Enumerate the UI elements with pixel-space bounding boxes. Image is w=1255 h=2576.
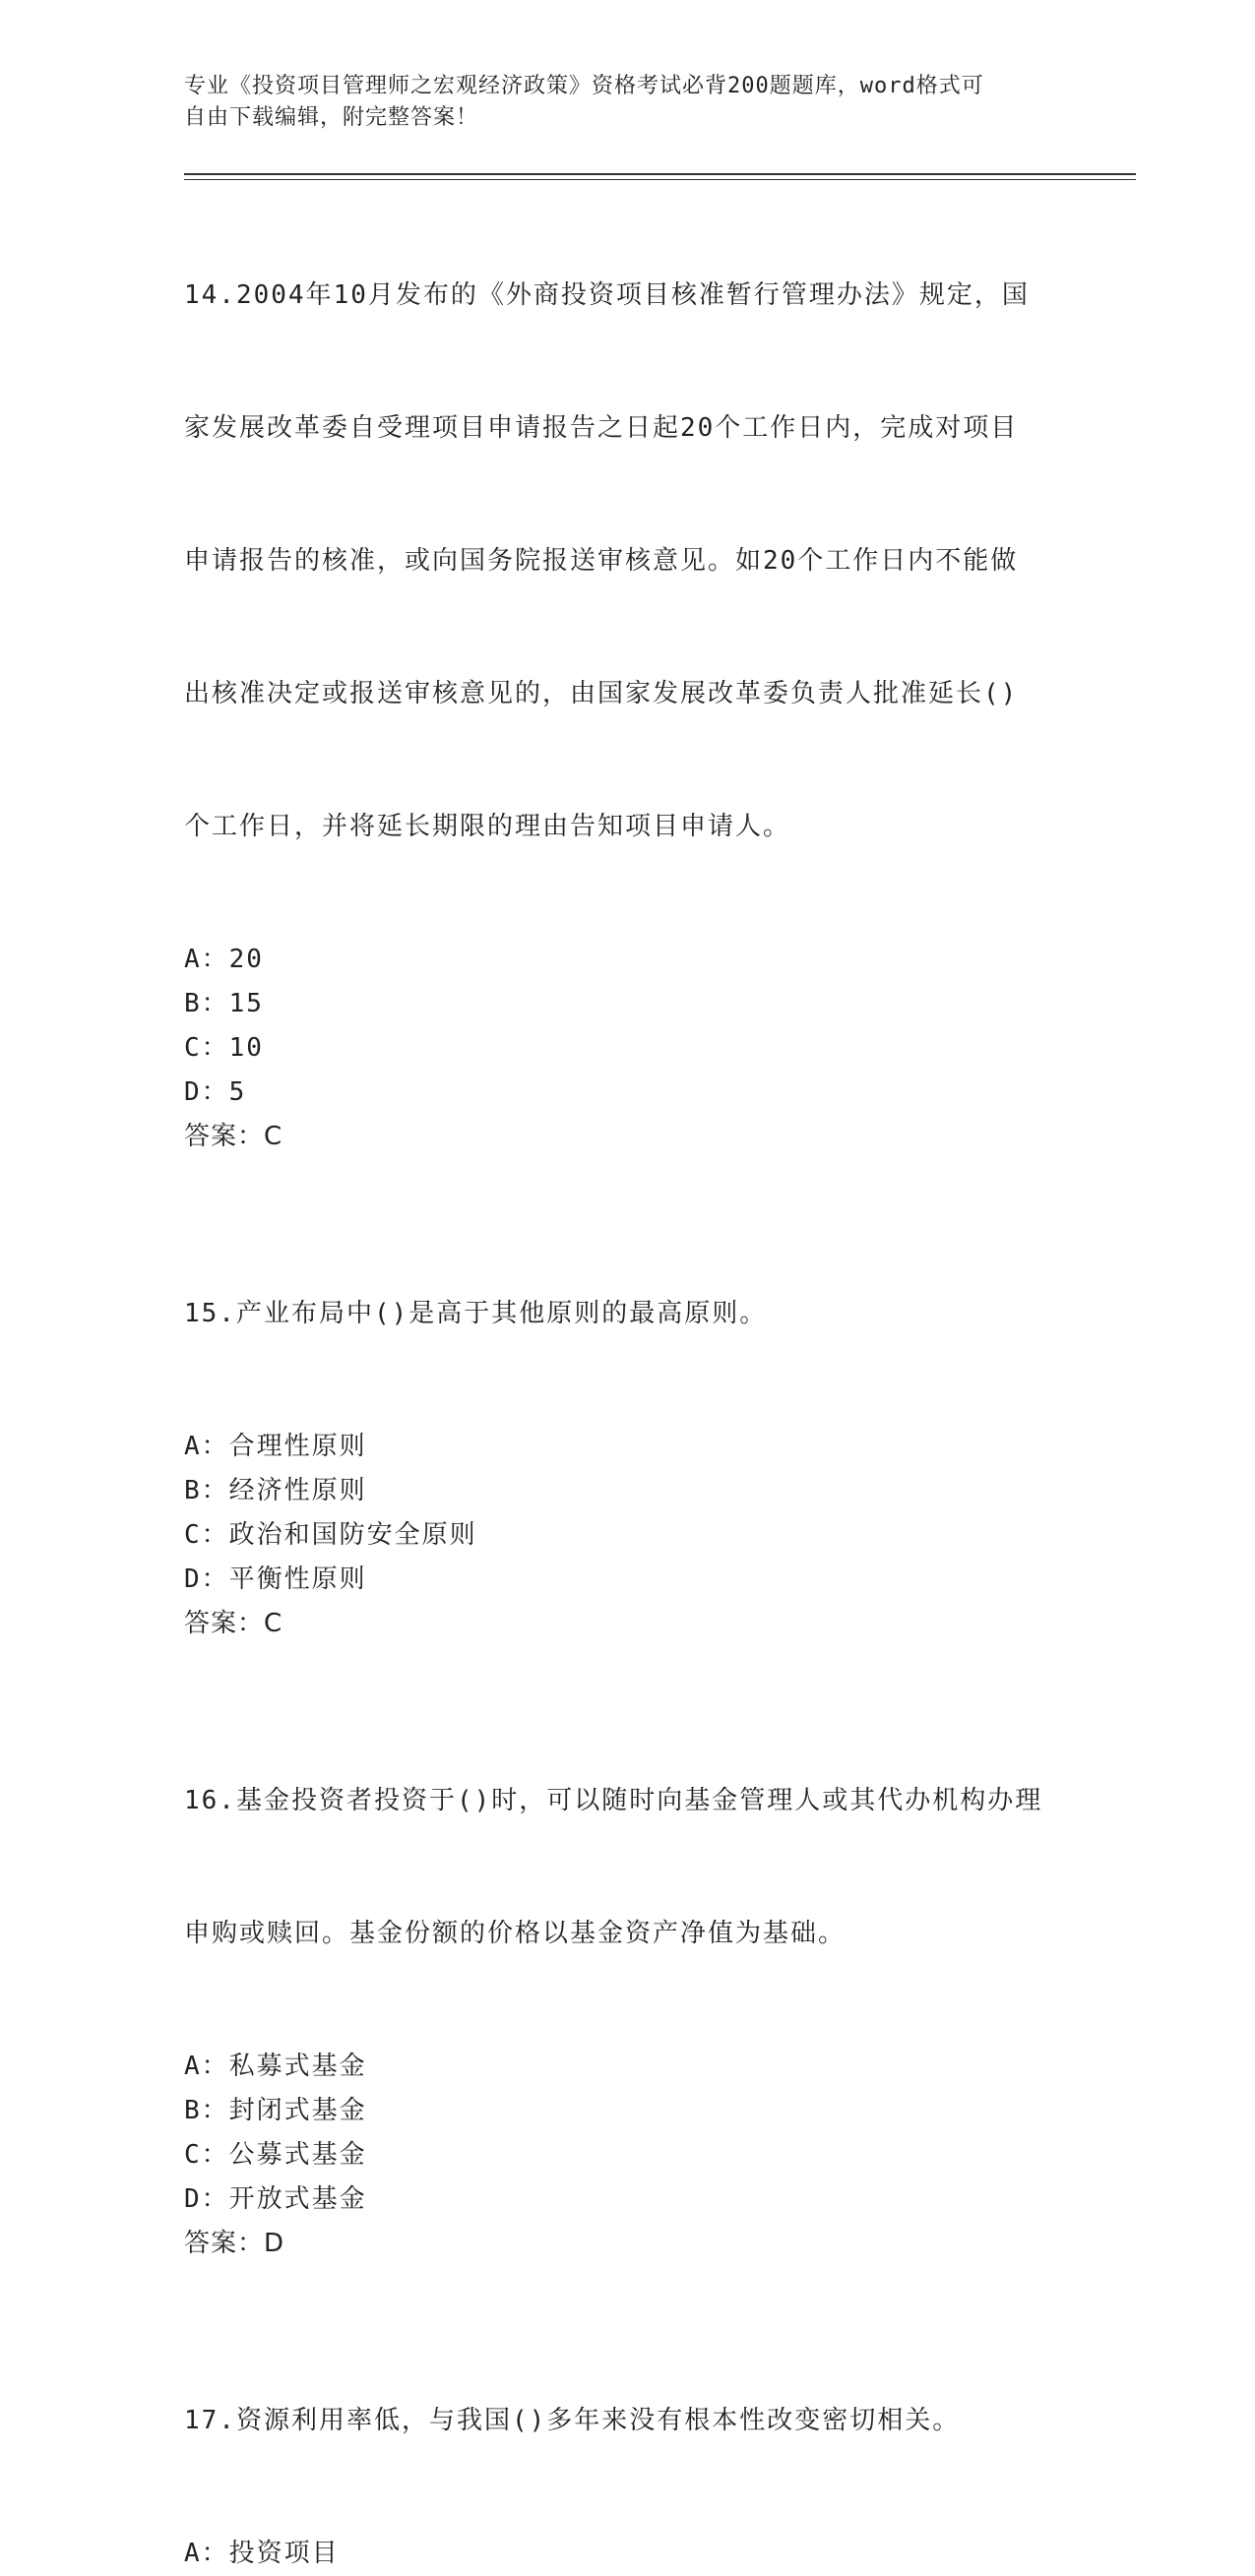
option-b: B：封闭式基金 xyxy=(184,2096,367,2125)
header-rule-thin xyxy=(184,179,1136,180)
option-d: D：开放式基金 xyxy=(184,2184,367,2214)
option-b: B：15 xyxy=(184,989,264,1018)
option-c: C：公募式基金 xyxy=(184,2140,367,2170)
option-c: C：政治和国防安全原则 xyxy=(184,1520,477,1550)
stem-line: 申购或赎回。基金份额的价格以基金资产净值为基础。 xyxy=(184,1919,847,1948)
stem-line: 个工作日，并将延长期限的理由告知项目申请人。 xyxy=(184,812,791,841)
answer-line: 答案：C xyxy=(184,1609,283,1638)
question-stem xyxy=(184,1203,1070,1425)
header-rule-thick xyxy=(184,173,1136,175)
question-stem xyxy=(184,185,1070,938)
question-stem xyxy=(184,2310,1070,2532)
question-17 xyxy=(184,2310,1070,2576)
stem-line: 出核准决定或报送审核意见的，由国家发展改革委负责人批准延长() xyxy=(184,679,1019,708)
option-a: A：投资项目 xyxy=(184,2539,340,2568)
option-d: D：5 xyxy=(184,1077,247,1107)
question-list xyxy=(184,185,1070,2576)
question-16 xyxy=(184,1690,1070,2266)
question-stem xyxy=(184,1690,1070,2045)
stem-line: 17.资源利用率低，与我国()多年来没有根本性改变密切相关。 xyxy=(184,2406,961,2435)
header-line-2: 自由下载编辑，附完整答案！ xyxy=(184,105,479,130)
option-a: A：20 xyxy=(184,945,264,974)
question-15 xyxy=(184,1203,1070,1646)
option-a: A：合理性原则 xyxy=(184,1432,367,1461)
answer-line: 答案：C xyxy=(184,1122,283,1151)
option-d: D：平衡性原则 xyxy=(184,1564,367,1594)
stem-line: 14.2004年10月发布的《外商投资项目核准暂行管理办法》规定，国 xyxy=(184,280,1030,310)
stem-line: 16.基金投资者投资于()时，可以随时向基金管理人或其代办机构办理 xyxy=(184,1786,1043,1815)
option-a: A：私募式基金 xyxy=(184,2052,367,2081)
header-line-1: 专业《投资项目管理师之宏观经济政策》资格考试必背200题题库，word格式可 xyxy=(184,74,984,98)
answer-line: 答案：D xyxy=(184,2229,285,2258)
stem-line: 申请报告的核准，或向国务院报送审核意见。如20个工作日内不能做 xyxy=(184,546,1019,576)
option-c: C：10 xyxy=(184,1033,264,1063)
document-header xyxy=(184,71,1050,134)
stem-line: 家发展改革委自受理项目申请报告之日起20个工作日内，完成对项目 xyxy=(184,413,1019,443)
stem-line: 15.产业布局中()是高于其他原则的最高原则。 xyxy=(184,1299,768,1328)
option-b: B：经济性原则 xyxy=(184,1476,367,1505)
question-14 xyxy=(184,185,1070,1159)
